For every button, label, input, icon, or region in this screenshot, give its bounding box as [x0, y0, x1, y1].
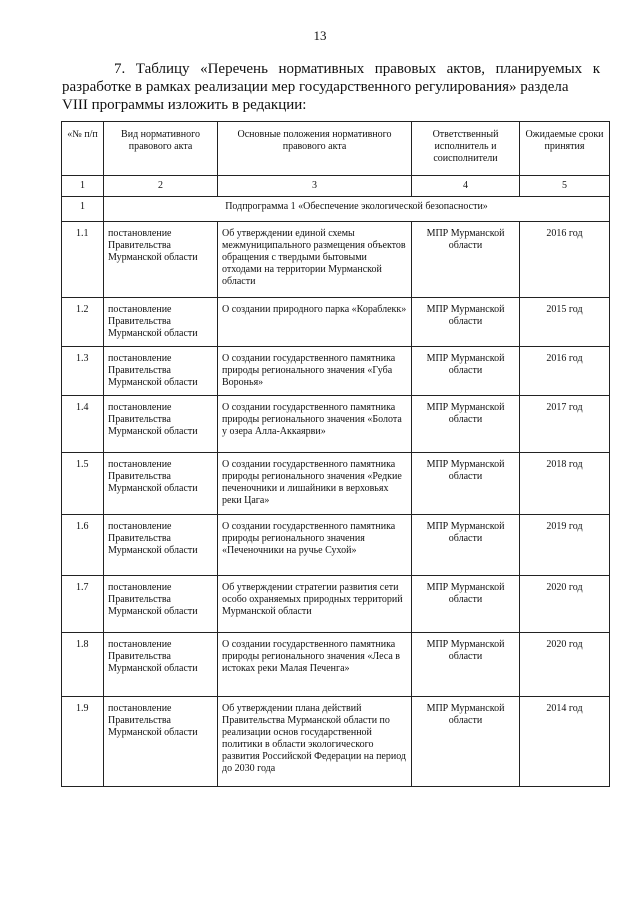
- row-number: 1.7: [62, 576, 104, 633]
- col-number: 1: [62, 176, 104, 197]
- act-type: постановление Правительства Мурманской области: [104, 222, 218, 298]
- act-type: постановление Правительства Мурманской области: [104, 298, 218, 347]
- act-type: постановление Правительства Мурманской области: [104, 453, 218, 515]
- deadline: 2020 год: [520, 633, 610, 697]
- act-provisions: О создании природного парка «Кораблекк»: [218, 298, 412, 347]
- header-act-type: Вид нормативного правового акта: [104, 122, 218, 176]
- intro-line-2: разработке в рамках реализации мер государственного регулирования» раздела: [62, 79, 569, 95]
- deadline: 2014 год: [520, 697, 610, 787]
- table-row: [62, 697, 610, 787]
- column-number-row: [62, 176, 610, 197]
- table-body: [62, 176, 610, 787]
- table-row: [62, 515, 610, 576]
- responsible-executor: МПР Мурманской области: [412, 515, 520, 576]
- row-number: 1.6: [62, 515, 104, 576]
- deadline: 2015 год: [520, 298, 610, 347]
- act-provisions: О создании государственного памятника природы регионального значения «Печеночники на ручье Сухой»: [218, 515, 412, 576]
- row-number: 1.5: [62, 453, 104, 515]
- act-type: постановление Правительства Мурманской области: [104, 515, 218, 576]
- intro-line-1: 7. Таблицу «Перечень нормативных правовых актов, планируемых к: [114, 61, 600, 77]
- col-number: 4: [412, 176, 520, 197]
- legal-acts-table: [61, 121, 610, 787]
- page-number: 13: [313, 28, 327, 43]
- row-number: 1.8: [62, 633, 104, 697]
- row-number: 1.9: [62, 697, 104, 787]
- table-row: [62, 633, 610, 697]
- table-row: [62, 298, 610, 347]
- act-provisions: О создании государственного памятника природы регионального значения «Губа Воронья»: [218, 347, 412, 396]
- col-number: 5: [520, 176, 610, 197]
- responsible-executor: МПР Мурманской области: [412, 298, 520, 347]
- deadline: 2017 год: [520, 396, 610, 453]
- table-header-row: [62, 122, 610, 176]
- table-row: [62, 576, 610, 633]
- subprogram-row: [62, 197, 610, 222]
- act-provisions: О создании государственного памятника природы регионального значения «Леса в истоках реки Малая Печенга»: [218, 633, 412, 697]
- act-type: постановление Правительства Мурманской области: [104, 633, 218, 697]
- responsible-executor: МПР Мурманской области: [412, 633, 520, 697]
- responsible-executor: МПР Мурманской области: [412, 697, 520, 787]
- deadline: 2016 год: [520, 347, 610, 396]
- table-row: [62, 453, 610, 515]
- act-provisions: О создании государственного памятника природы регионального значения «Редкие печеночники и лишайники в верховьях реки Цага»: [218, 453, 412, 515]
- intro-line-3: VIII программы изложить в редакции:: [62, 97, 307, 113]
- act-provisions: Об утверждении стратегии развития сети особо охраняемых природных территорий Мурманской области: [218, 576, 412, 633]
- deadline: 2018 год: [520, 453, 610, 515]
- table-row: [62, 222, 610, 298]
- deadline: 2020 год: [520, 576, 610, 633]
- amendment-paragraph: [62, 60, 600, 114]
- act-type: постановление Правительства Мурманской области: [104, 396, 218, 453]
- responsible-executor: МПР Мурманской области: [412, 396, 520, 453]
- subprogram-title: Подпрограмма 1 «Обеспечение экологической безопасности»: [104, 197, 610, 222]
- act-provisions: Об утверждении единой схемы межмуниципального размещения объектов обращения с твердыми бытовыми отходами на территории Мурманской области: [218, 222, 412, 298]
- header-provisions: Основные положения нормативного правового акта: [218, 122, 412, 176]
- deadline: 2019 год: [520, 515, 610, 576]
- subprogram-num: 1: [62, 197, 104, 222]
- responsible-executor: МПР Мурманской области: [412, 222, 520, 298]
- row-number: 1.1: [62, 222, 104, 298]
- act-type: постановление Правительства Мурманской области: [104, 576, 218, 633]
- act-type: постановление Правительства Мурманской области: [104, 697, 218, 787]
- header-responsible: Ответственный исполнитель и соисполнители: [412, 122, 520, 176]
- act-provisions: О создании государственного памятника природы регионального значения «Болота у озера Алла-Аккаярви»: [218, 396, 412, 453]
- header-deadline: Ожидаемые сроки принятия: [520, 122, 610, 176]
- responsible-executor: МПР Мурманской области: [412, 347, 520, 396]
- deadline: 2016 год: [520, 222, 610, 298]
- row-number: 1.2: [62, 298, 104, 347]
- act-type: постановление Правительства Мурманской области: [104, 347, 218, 396]
- row-number: 1.4: [62, 396, 104, 453]
- act-provisions: Об утверждении плана действий Правительства Мурманской области по реализации основ государственной политики в области экологического развития Российской Федерации на период до 2030 года: [218, 697, 412, 787]
- table-row: [62, 396, 610, 453]
- table-row: [62, 347, 610, 396]
- responsible-executor: МПР Мурманской области: [412, 453, 520, 515]
- row-number: 1.3: [62, 347, 104, 396]
- responsible-executor: МПР Мурманской области: [412, 576, 520, 633]
- col-number: 3: [218, 176, 412, 197]
- col-number: 2: [104, 176, 218, 197]
- header-num: «№ п/п: [62, 122, 104, 176]
